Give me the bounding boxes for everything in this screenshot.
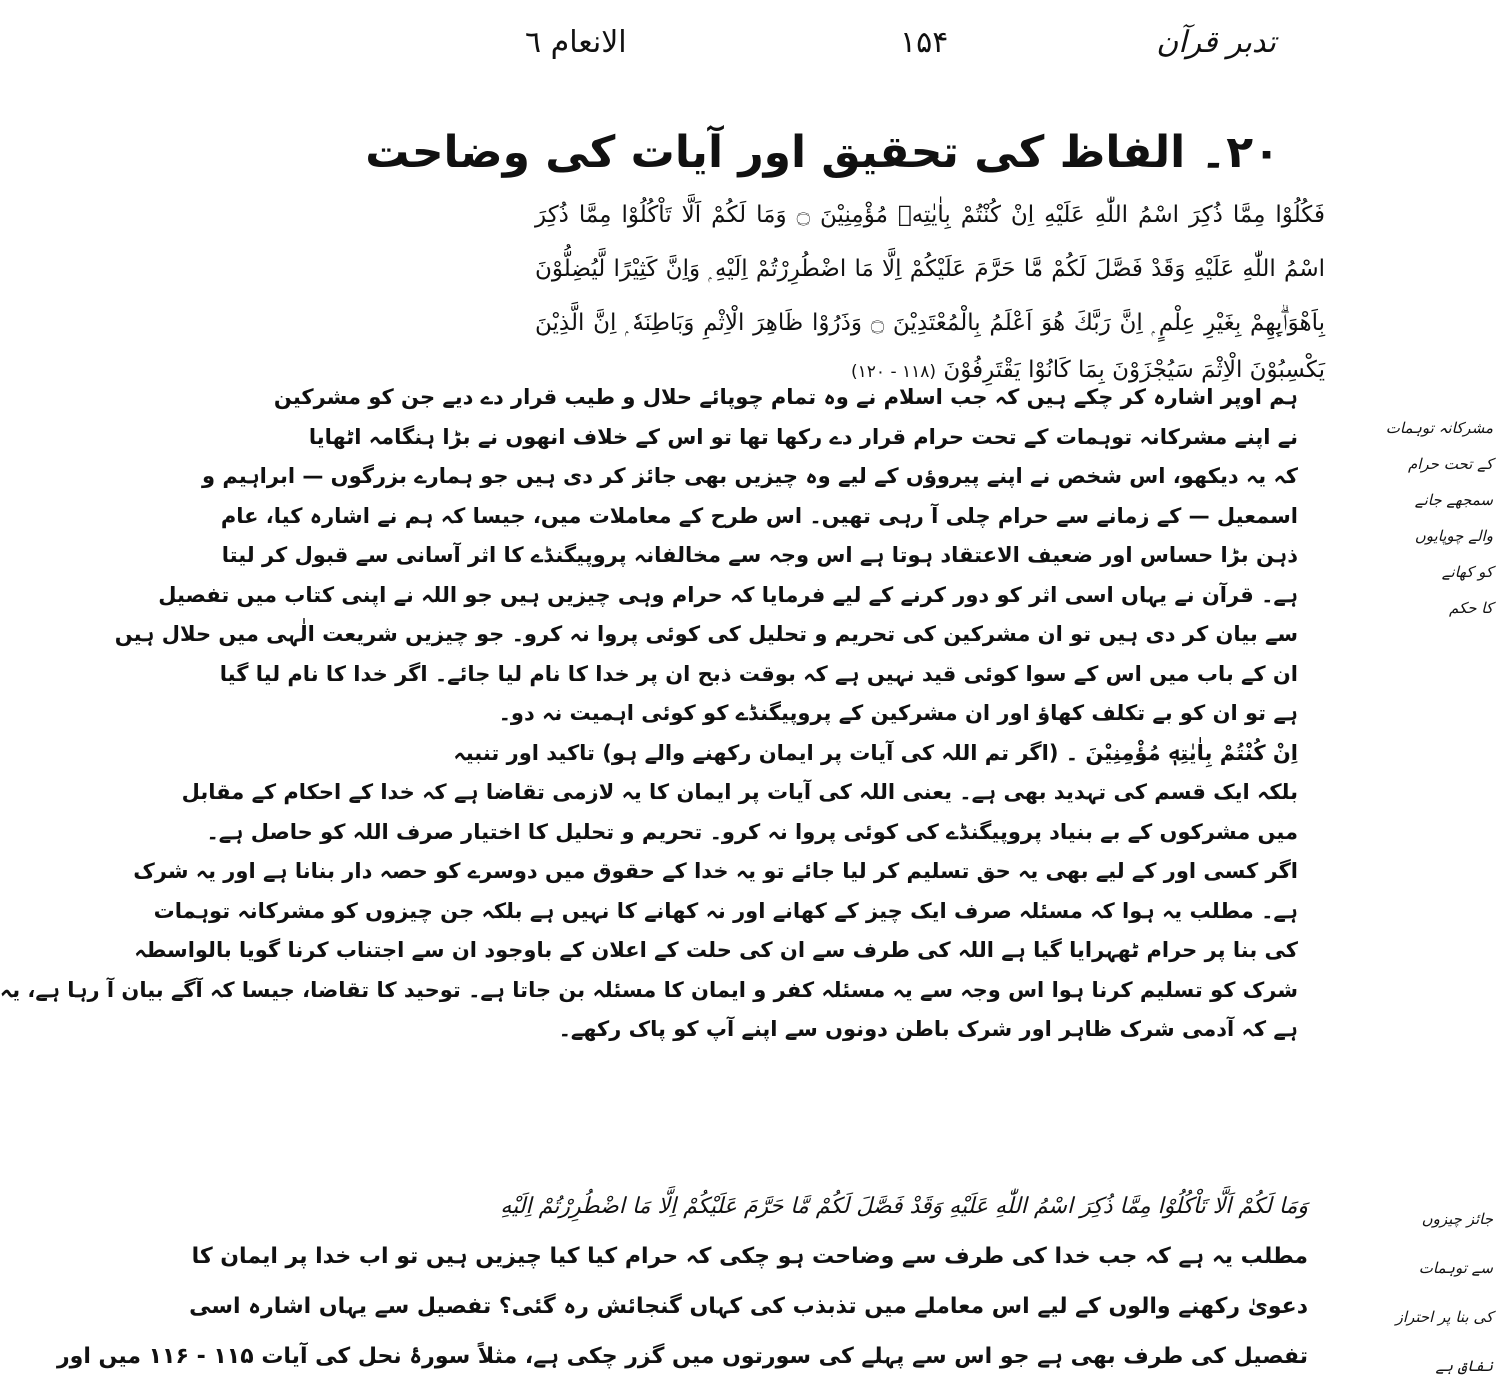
margin-note-line: کے تحت حرام [1407,455,1493,473]
margin-note [1373,1195,1493,1391]
verse-reference: (۱۱۸ - ۱۲۰) [851,362,937,382]
margin-note-line: والے چوپایوں [1414,527,1493,545]
body-line: اِنْ كُنْتُمْ بِاٰيٰتِهٖ مُؤْمِنِيْنَ ۔ (اگر تم اللہ کی آیات پر ایمان رکھنے والے ہو) تاکید اور تنبیہ [453,740,1298,765]
body-line: وَمَا لَكُمْ اَلَّا تَاْكُلُوْا مِمَّا ذُكِرَ اسْمُ اللّٰهِ عَلَيْهِ وَقَدْ فَصَّلَ لَكُمْ مَّا حَرَّمَ عَلَيْكُمْ اِلَّا مَا اضْطُرِرْتُمْ اِلَيْهِ [500,1194,1308,1219]
body-line: مطلب یہ ہے کہ جب خدا کی طرف سے وضاحت ہو چکی کہ حرام کیا کیا چیزیں ہیں تو اب خدا پر ایمان کا [191,1244,1308,1269]
commentary-body-continued [57,1182,1308,1382]
body-line: ہے تو ان کو بے تکلف کھاؤ اور ان مشرکین کے پروپیگنڈے کو کوئی اہمیت نہ دو۔ [498,701,1298,725]
section-title: ۲۰۔ الفاظ کی تحقیق اور آیات کی وضاحت [365,127,1280,178]
page-number: ۱۵۴ [900,25,949,60]
body-line: میں مشرکوں کے بے بنیاد پروپیگنڈے کی کوئی پروا نہ کرو۔ تحریم و تحلیل کا اختیار صرف اللہ کو حاصل ہے۔ [206,819,1298,844]
margin-note [1373,410,1493,626]
body-line: نے اپنے مشرکانہ توہمات کے تحت حرام قرار دے رکھا تھا تو اس کے خلاف انھوں نے بڑا ہنگامہ اٹھایا [308,424,1298,449]
body-line: سے بیان کر دی ہیں تو ان مشرکین کی تحریم و تحلیل کی کوئی پروا نہ کرو۔ جو چیزیں شریعت الٰہی میں حلال ہیں [114,622,1298,646]
verse-line: بِاَهْوَاۗىِٕهِمْ بِغَيْرِ عِلْمٍ ۭ اِنَّ رَبَّكَ هُوَ اَعْلَمُ بِالْمُعْتَدِيْنَ ۝ وَذَرُوْا ظَاهِرَ الْاِثْمِ وَبَاطِنَهٗ ۭ اِنَّ الَّذِيْنَ [535,310,1325,336]
body-line: ہم اوپر اشارہ کر چکے ہیں کہ جب اسلام نے وہ تمام چوپائے حلال و طیب قرار دے دیے جن کو مشرکین [273,385,1298,409]
body-line: تفصیل کی طرف بھی ہے جو اس سے پہلے کی سورتوں میں گزر چکی ہے، مثلاً سورۂ نحل کی آیات ۱۱۵ - ۱۱۶ میں اور [57,1344,1308,1369]
body-line: ذہن بڑا حساس اور ضعیف الاعتقاد ہوتا ہے اس وجہ سے مخالفانہ پروپیگنڈے کا اثر آسانی سے قبول کر لیتا [221,543,1298,567]
verse-line: اسْمُ اللّٰهِ عَلَيْهِ وَقَدْ فَصَّلَ لَكُمْ مَّا حَرَّمَ عَلَيْكُمْ اِلَّا مَا اضْطُرِرْتُمْ اِلَيْهِ ۭ وَاِنَّ كَثِيْرًا لَّيُضِلُّوْنَ [535,256,1325,282]
body-line: بلکہ ایک قسم کی تہدید بھی ہے۔ یعنی اللہ کی آیات پر ایمان کا یہ لازمی تقاضا ہے کہ خدا کے احکام کے مقابل [181,780,1298,804]
verse-text: يَكْسِبُوْنَ الْاِثْمَ سَيُجْزَوْنَ بِمَا كَانُوْا يَقْتَرِفُوْنَ [943,357,1325,383]
margin-note-line: کا حکم [1448,599,1493,617]
page-header [430,18,1501,78]
body-line: ہے کہ آدمی شرک ظاہر اور شرک باطن دونوں سے اپنے آپ کو پاک رکھے۔ [558,1017,1298,1041]
margin-note-line: سمجھے جانے [1414,491,1493,509]
body-line: ہے۔ قرآن نے یہاں اسی اثر کو دور کرنے کے لیے فرمایا کہ حرام وہی چیزیں ہیں جو اللہ نے اپنی کتاب میں تفصیل [158,582,1298,607]
margin-note-line: کی بنا پر احتراز [1395,1308,1493,1326]
body-line: شرک کو تسلیم کرنا ہوا اس وجہ سے یہ مسئلہ کفر و ایمان کا مسئلہ بن جاتا ہے۔ توحید کا تقاضا، جیسا کہ آگے بیان آ رہا ہے، یہ [0,977,1298,1002]
body-line: ان کے باب میں اس کے سوا کوئی قید نہیں ہے کہ بوقت ذبح ان پر خدا کا نام لیا جائے۔ اگر خدا کا نام لیا گیا [219,661,1298,686]
body-line: کی بنا پر حرام ٹھہرایا گیا ہے اللہ کی طرف سے ان کی حلت کے اعلان کے باوجود ان سے اجتناب کرنا گویا بالواسطہ [134,938,1298,962]
body-line: اگر کسی اور کے لیے بھی یہ حق تسلیم کر لیا جائے تو یہ خدا کے حقوق میں دوسرے کو حصہ دار بنانا ہے اور یہ شرک [133,859,1298,883]
book-title: تدبر قرآن [1156,25,1276,60]
margin-note-line: نفاق ہے [1435,1357,1493,1375]
quran-verses [535,188,1325,390]
verse-line: فَكُلُوْا مِمَّا ذُكِرَ اسْمُ اللّٰهِ عَلَيْهِ اِنْ كُنْتُمْ بِاٰيٰتِهٖ مُؤْمِنِيْنَ ۝ وَمَا لَكُمْ اَلَّا تَاْكُلُوْا مِمَّا ذُكِرَ [535,202,1326,228]
commentary-body [0,378,1298,1050]
body-line: کہ یہ دیکھو، اس شخص نے اپنے پیروؤں کے لیے وہ چیزیں بھی جائز کر دی ہیں جو ہمارے بزرگوں — ابراہیم و [201,464,1298,488]
margin-note-line: جائز چیزوں [1421,1210,1493,1228]
body-line: اسمعیل — کے زمانے سے حرام چلی آ رہی تھیں۔ اس طرح کے معاملات میں، جیسا کہ ہم نے اشارہ کیا، عام [220,503,1298,528]
margin-note-line: مشرکانہ توہمات [1385,419,1493,437]
margin-note-line: کو کھانے [1441,563,1493,581]
surah-name: الانعام ٦ [525,25,627,60]
margin-note-line: سے توہمات [1418,1259,1493,1277]
body-line: دعویٰ رکھنے والوں کے لیے اس معاملے میں تذبذب کی کہاں گنجائش رہ گئی؟ تفصیل سے یہاں اشارہ اسی [189,1294,1308,1319]
body-line: ہے۔ مطلب یہ ہوا کہ مسئلہ صرف ایک چیز کے کھانے اور نہ کھانے کا نہیں ہے بلکہ جن چیزوں کو مشرکانہ توہمات [153,898,1298,923]
